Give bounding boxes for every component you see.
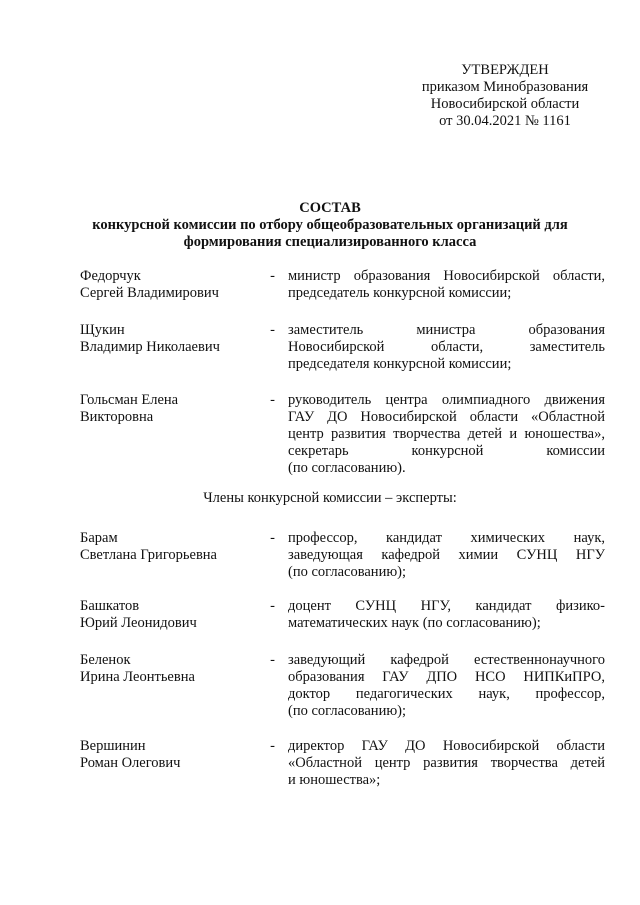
role-line: министр образования Новосибирской области, — [288, 268, 605, 284]
role-line: образования ГАУ ДПО НСО НИПКиПРО, — [288, 669, 605, 685]
member-surname: Беленок — [80, 652, 131, 668]
member-given-name: Владимир Николаевич — [80, 339, 220, 355]
role-line: «Областной центр развития творчества детей — [288, 755, 605, 771]
approval-line: приказом Минобразования — [421, 79, 589, 95]
role-line: секретарь конкурсной комиссии — [288, 443, 605, 459]
member-given-name: Светлана Григорьевна — [80, 547, 217, 563]
role-line: доктор педагогических наук, профессор, — [288, 686, 605, 702]
member-given-name: Ирина Леонтьевна — [80, 669, 195, 685]
role-line: директор ГАУ ДО Новосибирской области — [288, 738, 605, 754]
role-line: профессор, кандидат химических наук, — [288, 530, 605, 546]
role-line: и юношества»; — [288, 772, 381, 788]
document-title — [60, 200, 600, 251]
role-line: ГАУ ДО Новосибирской области «Областной — [288, 409, 605, 425]
separator-dash: - — [270, 530, 275, 546]
member-surname: Федорчук — [80, 268, 141, 284]
separator-dash: - — [270, 652, 275, 668]
member-name — [80, 598, 255, 632]
role-line: (по согласованию). — [288, 460, 406, 476]
member-name — [80, 268, 255, 302]
separator-dash: - — [270, 598, 275, 614]
member-name — [80, 530, 255, 564]
role-line: заведующая кафедрой химии СУНЦ НГУ — [288, 547, 605, 563]
member-role — [288, 530, 605, 581]
role-line: заведующий кафедрой естественнонаучного — [288, 652, 605, 668]
separator-dash: - — [270, 392, 275, 408]
separator-dash: - — [270, 738, 275, 754]
member-role — [288, 268, 605, 302]
role-line: председателя конкурсной комиссии; — [288, 356, 512, 372]
approval-line: УТВЕРЖДЕН — [461, 62, 549, 78]
experts-heading: Члены конкурсной комиссии – эксперты: — [203, 490, 457, 506]
role-line: Новосибирской области, заместитель — [288, 339, 605, 355]
member-given-name: Викторовна — [80, 409, 154, 425]
member-role — [288, 392, 605, 477]
title-heading: СОСТАВ — [299, 200, 361, 216]
approval-line: от 30.04.2021 № 1161 — [439, 113, 571, 129]
member-name — [80, 322, 255, 356]
role-line: заместитель министра образования — [288, 322, 605, 338]
member-role — [288, 738, 605, 789]
title-line: конкурсной комиссии по отбору общеобразовательных организаций для — [92, 217, 568, 233]
member-name — [80, 738, 255, 772]
separator-dash: - — [270, 322, 275, 338]
member-given-name: Роман Олегович — [80, 755, 181, 771]
member-surname: Вершинин — [80, 738, 146, 754]
member-surname: Гольсман Елена — [80, 392, 179, 408]
member-name — [80, 652, 255, 686]
role-line: (по согласованию); — [288, 703, 407, 719]
approval-line: Новосибирской области — [430, 96, 580, 112]
member-role — [288, 598, 605, 632]
member-role — [288, 652, 605, 720]
member-role — [288, 322, 605, 373]
role-line: (по согласованию); — [288, 564, 407, 580]
member-name — [80, 392, 255, 426]
separator-dash: - — [270, 268, 275, 284]
role-line: руководитель центра олимпиадного движения — [288, 392, 605, 408]
role-line: председатель конкурсной комиссии; — [288, 285, 512, 301]
role-line: математических наук (по согласованию); — [288, 615, 541, 631]
title-line: формирования специализированного класса — [183, 234, 477, 250]
member-surname: Барам — [80, 530, 118, 546]
role-line: доцент СУНЦ НГУ, кандидат физико- — [288, 598, 605, 614]
member-surname: Щукин — [80, 322, 125, 338]
member-given-name: Сергей Владимирович — [80, 285, 219, 301]
approval-stamp — [405, 62, 605, 130]
role-line: центр развития творчества детей и юношества», — [288, 426, 605, 442]
member-surname: Башкатов — [80, 598, 140, 614]
member-given-name: Юрий Леонидович — [80, 615, 197, 631]
